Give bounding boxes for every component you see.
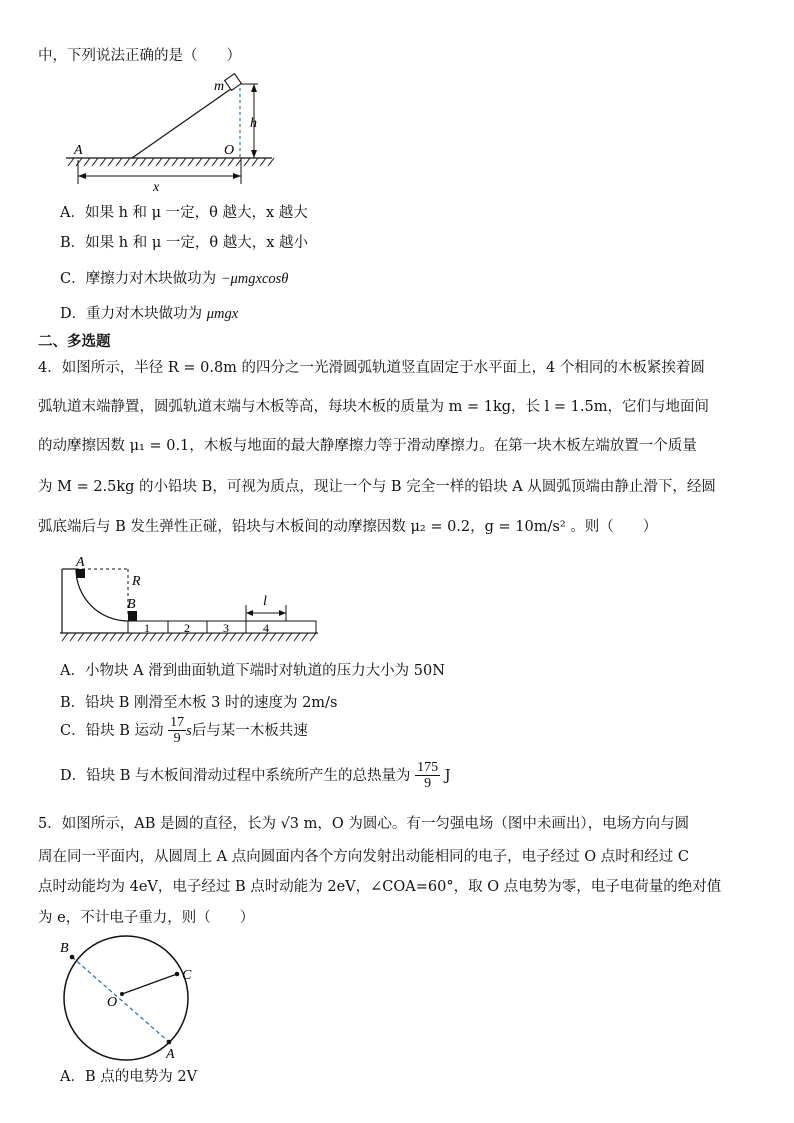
label-m: m xyxy=(214,79,225,94)
q4-line-2: 弧轨道末端静置，圆弧轨道末端与木板等高，每块木板的质量为 m = 1kg，长 l = 1.5m，它们与地面间 xyxy=(38,399,709,415)
fraction: $\frac{175}{9}$ xyxy=(417,760,439,791)
q4-line-5: 弧底端后与 B 发生弹性正碰，铅块与木板间的动摩擦因数 μ₂ = 0.2，g = 10m/s² 。则（ ） xyxy=(38,519,658,535)
q3-option-d: D．重力对木块做功为 μmgx xyxy=(60,306,239,322)
board-4-label: 4 xyxy=(263,621,269,635)
q3-incline-figure xyxy=(60,72,280,197)
label-A: A xyxy=(76,555,85,570)
q4-option-c: C．铅块 B 运动 $\frac{17}{9}$ s后与某一木板共速 xyxy=(60,715,308,746)
label-B: B xyxy=(127,597,136,612)
fraction: $\frac{17}{9}$ xyxy=(170,715,185,746)
board-3-label: 3 xyxy=(223,621,229,635)
q3-option-c: C．摩擦力对木块做功为 −μmgxcosθ xyxy=(60,271,289,287)
q3-option-a: A．如果 h 和 μ 一定，θ 越大，x 越大 xyxy=(60,205,308,221)
label-h: h xyxy=(250,116,257,131)
q4-option-d: D．铅块 B 与木板间滑动过程中系统所产生的总热量为 $\frac{175}{9}$ J xyxy=(60,760,451,791)
board-2-label: 2 xyxy=(184,621,190,635)
q5-line-2: 周在同一平面内，从圆周上 A 点向圆面内各个方向发射出动能相同的电子，电子经过 O 点时和经过 C xyxy=(38,849,689,865)
label-C: C xyxy=(182,968,192,983)
q5-option-a: A．B 点的电势为 2V xyxy=(60,1069,198,1085)
label-R: R xyxy=(132,574,141,589)
q5-circle-figure xyxy=(56,932,206,1062)
q4-option-b: B．铅块 B 刚滑至木板 3 时的速度为 2m/s xyxy=(60,695,338,711)
board-1-label: 1 xyxy=(144,621,150,635)
q4-track-figure xyxy=(56,555,326,645)
q5-line-3: 点时动能均为 4eV，电子经过 B 点时动能为 2eV，∠COA=60°，取 O 点电势为零，电子电荷量的绝对值 xyxy=(38,879,722,895)
label-O: O xyxy=(107,995,118,1010)
q4-line-3: 的动摩擦因数 μ₁ = 0.1，木板与地面的最大静摩擦力等于滑动摩擦力。在第一块木板左端放置一个质量 xyxy=(38,438,697,454)
section-title: 二、多选题 xyxy=(38,333,111,350)
q5-line-4: 为 e，不计电子重力，则（ ） xyxy=(38,910,255,926)
label-A: A xyxy=(74,143,83,158)
q3-option-b: B．如果 h 和 μ 一定，θ 越大，x 越小 xyxy=(60,235,308,251)
label-O: O xyxy=(224,143,235,158)
label-l: l xyxy=(263,594,267,609)
label-B: B xyxy=(60,941,69,956)
q4-option-a: A．小物块 A 滑到曲面轨道下端时对轨道的压力大小为 50N xyxy=(60,663,445,679)
q5-line-1: 5．如图所示，AB 是圆的直径，长为 √3 m，O 为圆心。有一匀强电场（图中未画出），电场方向与圆 xyxy=(38,816,690,832)
label-A: A xyxy=(166,1047,175,1062)
label-x: x xyxy=(153,180,160,195)
q4-line-1: 4．如图所示，半径 R = 0.8m 的四分之一光滑圆弧轨道竖直固定于水平面上，4 个相同的木板紧挨着圆 xyxy=(38,360,705,376)
q3-stem-tail: 中，下列说法正确的是（ ） xyxy=(38,48,241,64)
q4-line-4: 为 M = 2.5kg 的小铅块 B，可视为质点，现让一个与 B 完全一样的铅块 A 从圆弧顶端由静止滑下，经圆 xyxy=(38,479,716,495)
